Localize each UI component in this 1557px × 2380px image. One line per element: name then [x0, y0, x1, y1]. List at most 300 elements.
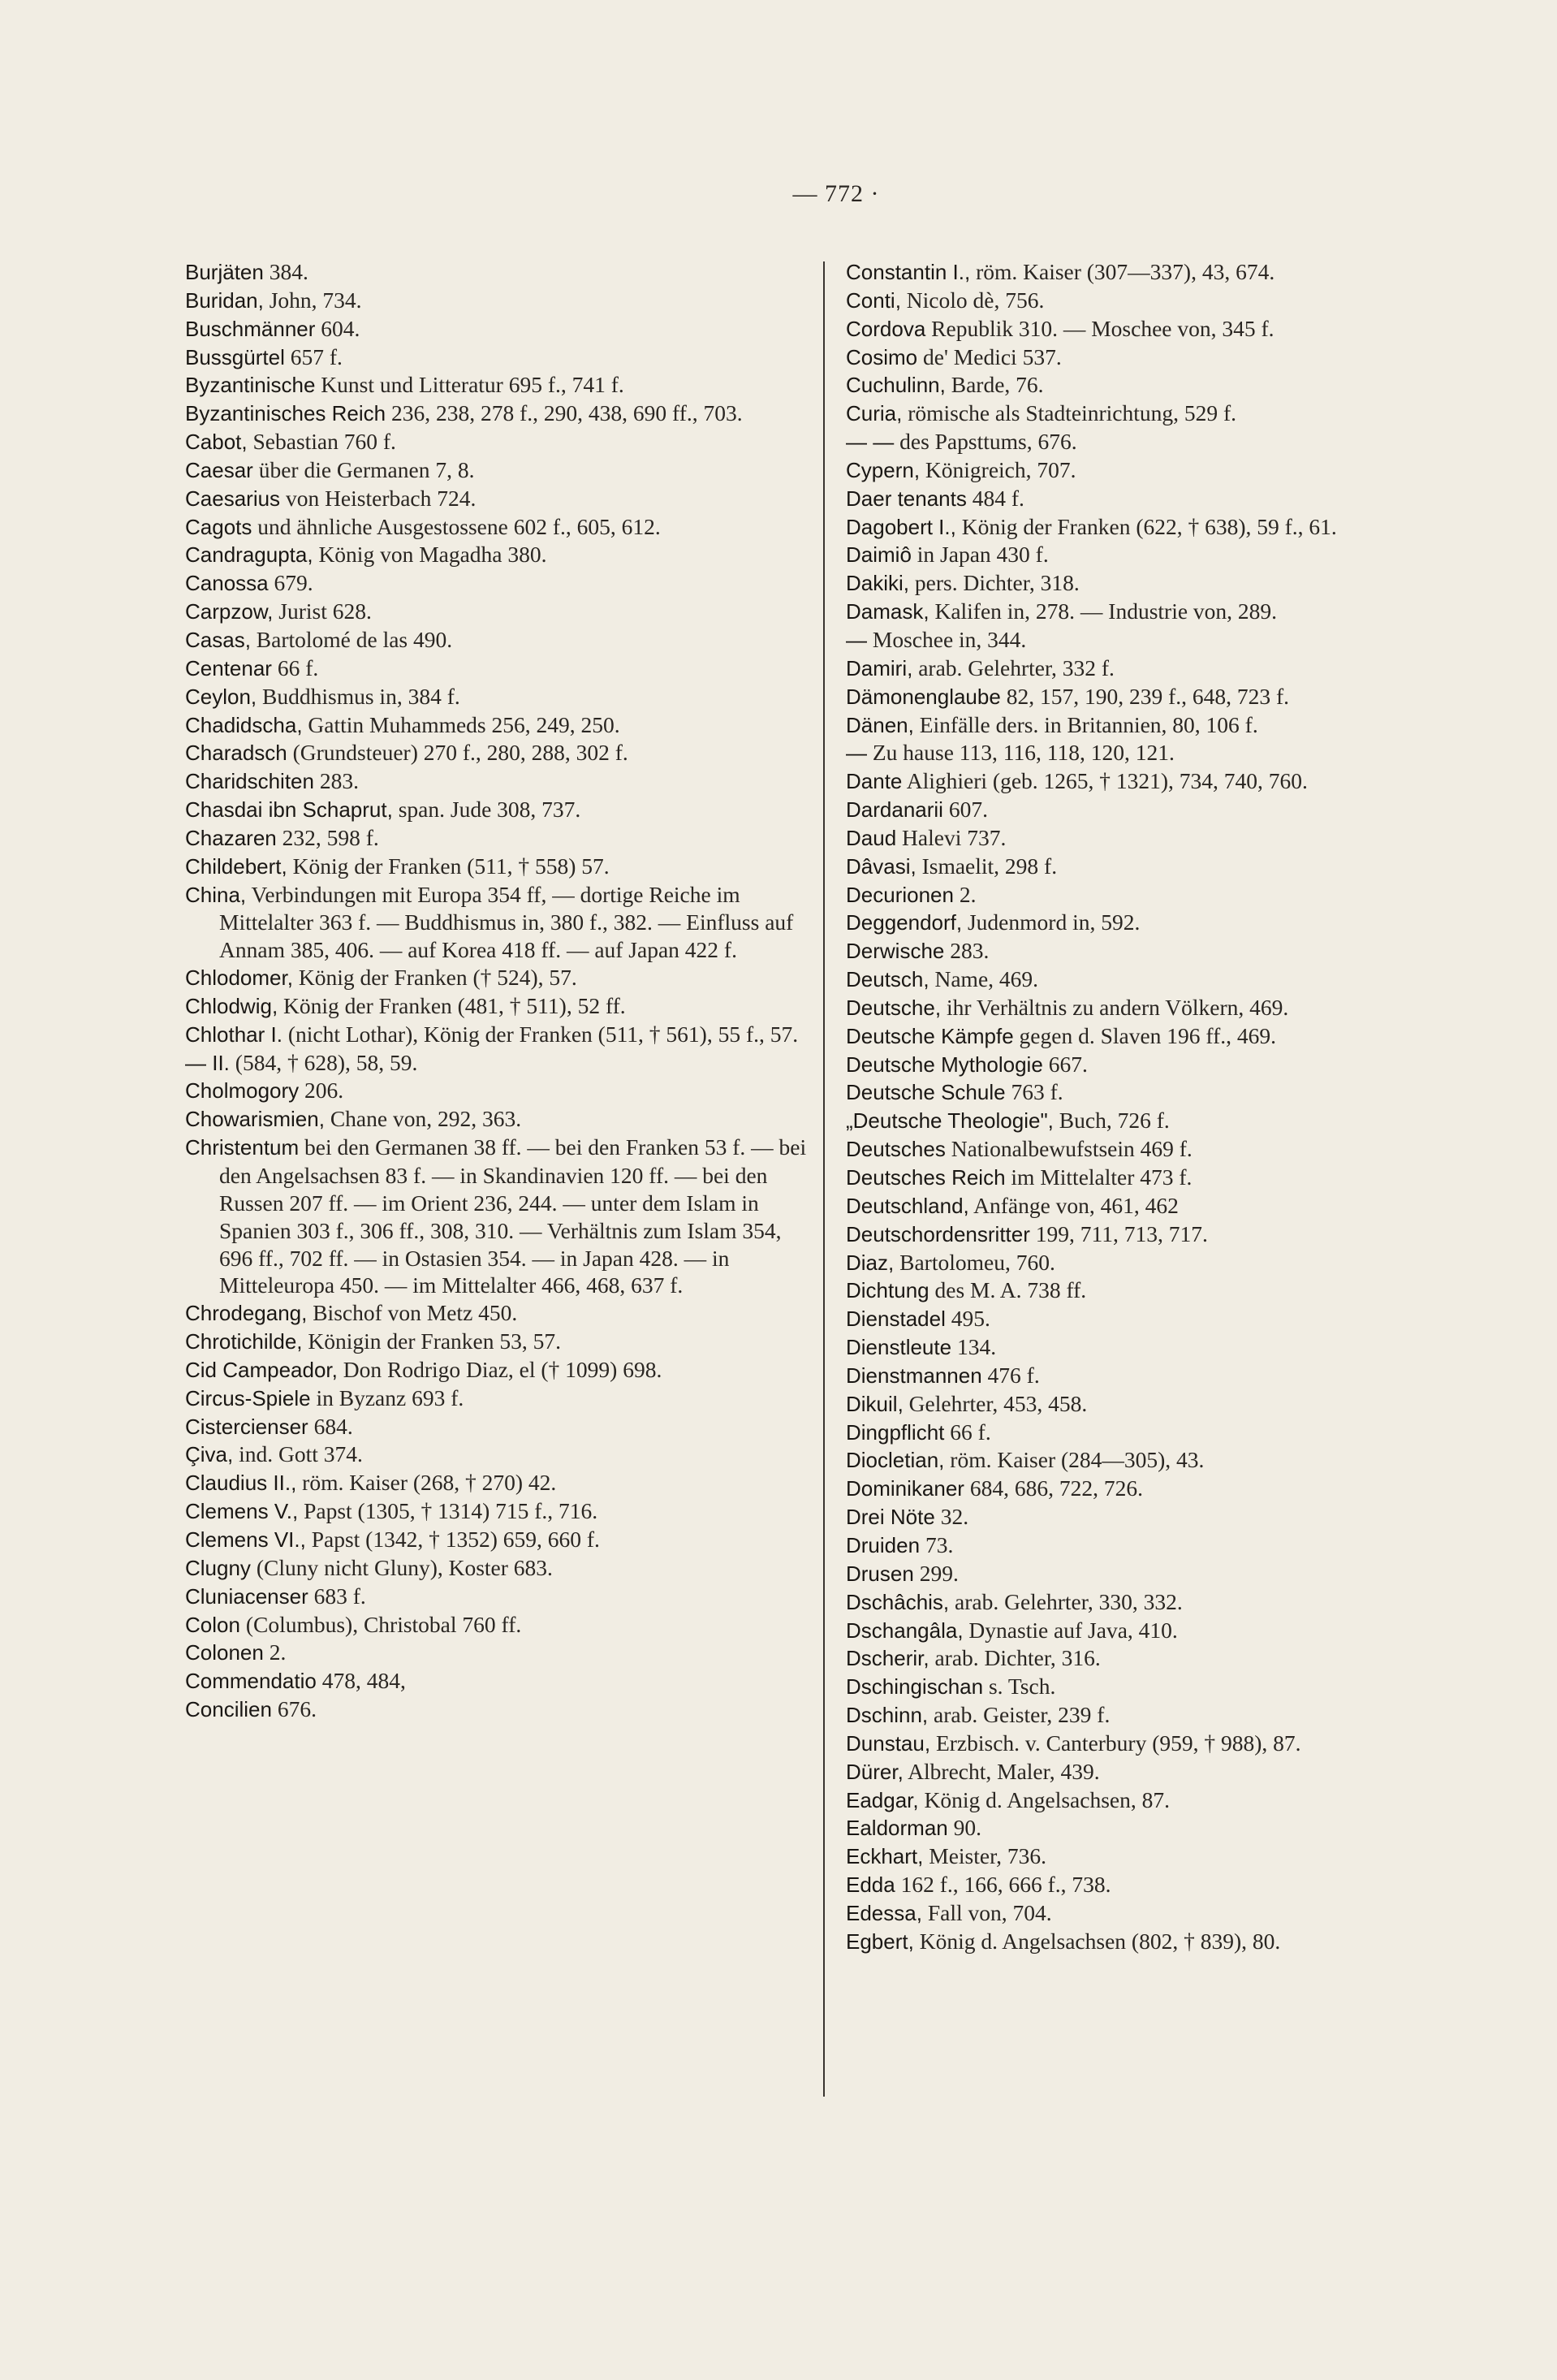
index-entry-text: Dynastie auf Java, 410.	[963, 1617, 1178, 1643]
index-entry-text: ihr Verhältnis zu andern Völkern, 469.	[941, 994, 1289, 1020]
index-entry	[185, 1413, 810, 1441]
index-entry	[185, 371, 810, 400]
index-entry-headword: Deutsche Mythologie	[846, 1052, 1043, 1077]
index-entry-text: 66 f.	[944, 1419, 991, 1445]
index-entry-headword: Carpzow,	[185, 599, 274, 624]
index-entry	[846, 1078, 1471, 1107]
index-entry-headword: Colon	[185, 1612, 240, 1637]
index-entry-text: Nationalbewufstsein 469 f.	[945, 1136, 1193, 1162]
index-entry-headword: Egbert,	[846, 1929, 914, 1954]
index-entry-text: Barde, 76.	[945, 372, 1044, 398]
index-entry	[846, 513, 1471, 542]
index-entry	[846, 315, 1471, 343]
index-entry	[185, 541, 810, 569]
index-entry	[846, 541, 1471, 569]
index-entry	[185, 1441, 810, 1469]
index-entry-headword: Deutsches Reich	[846, 1165, 1006, 1190]
index-entry	[185, 796, 810, 824]
index-entry-text: (Columbus), Christobal 760 ff.	[239, 1611, 522, 1637]
index-entry-headword: Deutschordensritter	[846, 1221, 1030, 1246]
index-entry	[846, 1644, 1471, 1673]
index-entry	[846, 1220, 1471, 1249]
index-entry-text: Zu hause 113, 116, 118, 120, 121.	[867, 740, 1175, 766]
index-entry-text: Chane von, 292, 363.	[324, 1106, 522, 1132]
index-entry-text: Kunst und Litteratur 695 f., 741 f.	[315, 372, 624, 398]
index-entry-text: 684.	[308, 1413, 353, 1439]
index-entry-headword: Claudius II.,	[185, 1471, 297, 1496]
index-entry-headword: Druiden	[846, 1532, 921, 1557]
index-entry	[846, 739, 1471, 767]
index-entry-text: Don Rodrigo Diaz, el († 1099) 698.	[337, 1356, 662, 1382]
index-column-right	[846, 258, 1471, 1956]
index-entry	[846, 1135, 1471, 1164]
index-entry-headword: Cordova	[846, 316, 926, 341]
index-entry-headword: Commendatio	[185, 1669, 317, 1694]
index-entry-text: des Papsttums, 676.	[894, 429, 1077, 455]
index-entry-text: Buch, 726 f.	[1053, 1108, 1170, 1134]
index-entry-headword: Deutsch,	[846, 967, 929, 992]
index-entry	[185, 1384, 810, 1413]
index-entry-headword: China,	[185, 882, 247, 907]
index-entry-headword: Eckhart,	[846, 1844, 924, 1869]
index-entry-headword: Cistercienser	[185, 1414, 308, 1439]
index-entry-text: 679.	[268, 570, 313, 596]
index-entry-headword: Damiri,	[846, 655, 913, 680]
index-entry	[185, 428, 810, 456]
index-entry	[846, 1928, 1471, 1956]
index-entry-text: von Heisterbach 724.	[280, 485, 477, 511]
index-entry-headword: Chrodegang,	[185, 1301, 308, 1326]
index-entry-headword: Dardanarii	[846, 797, 943, 823]
index-entry-text: 495.	[945, 1306, 990, 1332]
index-entry	[846, 1305, 1471, 1333]
index-entry	[846, 796, 1471, 824]
index-entry	[846, 853, 1471, 881]
index-entry	[846, 767, 1471, 796]
index-entry-headword: Dienstadel	[846, 1307, 946, 1332]
index-entry	[185, 767, 810, 796]
index-entry-text: ind. Gott 374.	[233, 1441, 363, 1467]
index-entry-headword: Curia,	[846, 401, 903, 426]
index-entry-text: Verbindungen mit Europa 354 ff, — dortige Reiche im Mittelalter 363 f. — Buddhismus in, 380 f., 382. — Einfluss auf Annam 385, 406. — auf Korea 418 ff. — auf Japan 422 f.	[219, 881, 794, 963]
index-entry	[185, 654, 810, 683]
index-entry-text: 2.	[953, 881, 977, 907]
index-entry-headword: Caesar	[185, 457, 253, 482]
index-entry-headword: Dichtung	[846, 1278, 929, 1303]
index-entry-headword: Candragupta,	[185, 542, 313, 568]
index-entry-text: 206.	[299, 1078, 344, 1104]
index-entry-text: Nicolo dè, 756.	[900, 287, 1045, 313]
index-entry	[185, 1497, 810, 1526]
index-entry-text: röm. Kaiser (307—337), 43, 674.	[970, 259, 1275, 284]
index-entry-text: 2.	[263, 1639, 287, 1665]
index-entry	[185, 1077, 810, 1105]
index-entry	[846, 1051, 1471, 1079]
index-entry-text: König der Franken († 524), 57.	[292, 965, 577, 991]
index-entry	[846, 1390, 1471, 1419]
index-entry	[846, 1758, 1471, 1786]
index-entry	[846, 371, 1471, 400]
index-entry	[185, 287, 810, 315]
index-entry-text: König d. Angelsachsen, 87.	[918, 1786, 1170, 1812]
index-entry-text: Moschee in, 344.	[867, 626, 1027, 652]
index-entry	[185, 626, 810, 654]
index-entry	[846, 343, 1471, 372]
index-entry-text: John, 734.	[263, 287, 362, 313]
index-entry-text: Fall von, 704.	[921, 1899, 1052, 1925]
index-entry-text: Einfälle ders. in Britannien, 80, 106 f.	[913, 711, 1258, 737]
index-entry	[185, 456, 810, 485]
index-entry	[185, 258, 810, 287]
index-entry-headword: Chowarismien,	[185, 1107, 325, 1132]
index-entry	[846, 965, 1471, 994]
index-entry	[846, 1503, 1471, 1531]
index-entry-text: Alighieri (geb. 1265, † 1321), 734, 740, 760.	[902, 768, 1308, 794]
index-entry	[185, 1021, 810, 1049]
index-entry	[185, 1049, 810, 1078]
index-entry-headword: Cholmogory	[185, 1078, 300, 1104]
index-entry-text: gegen d. Slaven 196 ff., 469.	[1013, 1022, 1276, 1048]
index-entry	[846, 569, 1471, 598]
index-entry-headword: Ealdorman	[846, 1816, 948, 1841]
index-entry-headword: Canossa	[185, 571, 269, 596]
index-entry	[846, 1276, 1471, 1305]
index-entry-headword: Dienstmannen	[846, 1363, 982, 1388]
index-entry	[846, 1362, 1471, 1390]
index-entry-text: römische als Stadteinrichtung, 529 f.	[902, 400, 1237, 426]
index-entry	[185, 1611, 810, 1639]
index-entry-text: Gelehrter, 453, 458.	[903, 1390, 1088, 1416]
index-entry	[846, 1701, 1471, 1730]
index-entry-text: König der Franken (511, † 558) 57.	[287, 853, 610, 879]
index-entry	[185, 1667, 810, 1695]
index-entry-headword: Dänen,	[846, 712, 914, 737]
index-entry	[185, 569, 810, 598]
index-entry-text: Bartolomeu, 760.	[894, 1249, 1055, 1275]
index-entry-text: Judenmord in, 592.	[962, 909, 1141, 935]
index-entry	[185, 513, 810, 542]
index-entry-headword: Circus-Spiele	[185, 1385, 311, 1410]
index-entry-text: Königin der Franken 53, 57.	[302, 1328, 562, 1354]
index-entry-text: 604.	[315, 315, 360, 341]
index-entry	[185, 1639, 810, 1667]
index-entry-headword: Deutsche Kämpfe	[846, 1023, 1014, 1048]
index-entry	[846, 400, 1471, 428]
index-entry	[846, 1560, 1471, 1588]
index-entry-headword: Byzantinische	[185, 373, 316, 398]
index-entry-text: (Cluny nicht Gluny), Koster 683.	[250, 1554, 553, 1580]
index-entry-text: 484 f.	[966, 485, 1024, 511]
index-entry	[185, 1583, 810, 1611]
index-entry-text: Bischof von Metz 450.	[307, 1300, 518, 1326]
index-entry	[185, 711, 810, 740]
index-entry	[846, 1617, 1471, 1645]
index-entry-headword: Edessa,	[846, 1900, 922, 1925]
index-entry	[185, 824, 810, 853]
index-entry-text: Erzbisch. v. Canterbury (959, † 988), 87.	[930, 1730, 1301, 1756]
index-entry-headword: Derwische	[846, 939, 945, 964]
index-entry	[846, 711, 1471, 740]
index-entry-headword: Dikuil,	[846, 1391, 904, 1416]
index-entry	[846, 1673, 1471, 1701]
index-entry-text: Ismaelit, 298 f.	[916, 853, 1058, 879]
index-entry	[185, 739, 810, 767]
index-entry-headword: Decurionen	[846, 882, 954, 907]
index-entry-headword: Casas,	[185, 627, 251, 652]
index-entry	[846, 626, 1471, 654]
index-entry-headword: Edda	[846, 1872, 895, 1898]
index-entry-headword: Deutschland,	[846, 1193, 969, 1218]
index-entry-text: 283.	[944, 938, 990, 964]
index-entry	[185, 1695, 810, 1724]
index-entry-headword: Dunstau,	[846, 1730, 931, 1756]
index-entry-headword: Chadidscha,	[185, 712, 303, 737]
index-entry-text: in Byzanz 693 f.	[310, 1384, 464, 1410]
index-entry	[185, 881, 810, 965]
index-entry-text: 162 f., 166, 666 f., 738.	[895, 1872, 1111, 1898]
index-entry-text: im Mittelalter 473 f.	[1005, 1164, 1193, 1190]
index-entry-headword: Dienstleute	[846, 1335, 952, 1360]
index-entry-text: Königreich, 707.	[920, 456, 1076, 482]
index-entry-headword: Damask,	[846, 599, 929, 624]
index-entry	[185, 1105, 810, 1134]
index-entry	[846, 1419, 1471, 1447]
index-entry-headword: Dscherir,	[846, 1646, 929, 1671]
index-entry	[846, 485, 1471, 513]
index-entry-text: s. Tsch.	[983, 1674, 1056, 1700]
index-entry	[846, 1249, 1471, 1277]
index-entry-headword: Cuchulinn,	[846, 373, 946, 398]
index-entry-headword: Drusen	[846, 1561, 914, 1586]
index-entry-text: 82, 157, 190, 239 f., 648, 723 f.	[1000, 683, 1290, 709]
index-entry	[846, 683, 1471, 711]
index-entry-text: 299.	[913, 1560, 959, 1586]
index-entry-text: (Grundsteuer) 270 f., 280, 288, 302 f.	[287, 740, 628, 766]
index-entry	[185, 992, 810, 1021]
index-entry	[846, 258, 1471, 287]
index-entry	[846, 1730, 1471, 1758]
index-entry-text: Meister, 736.	[923, 1843, 1047, 1869]
index-entry	[185, 598, 810, 626]
index-entry-headword: Conti,	[846, 287, 901, 313]
index-entry	[846, 428, 1471, 456]
index-entry-text: Sebastian 760 f.	[247, 429, 396, 455]
index-entry-headword: Çiva,	[185, 1442, 234, 1467]
index-entry-text: Name, 469.	[929, 966, 1039, 992]
index-entry-headword: Clugny	[185, 1555, 251, 1580]
index-entry-text: arab. Gelehrter, 330, 332.	[949, 1588, 1183, 1614]
index-entry-headword: Cid Campeador,	[185, 1357, 338, 1382]
index-entry	[846, 287, 1471, 315]
index-entry-headword: Dagobert I.,	[846, 514, 956, 539]
index-entry-headword: Drei Nöte	[846, 1505, 935, 1530]
index-entry-headword: Diocletian,	[846, 1448, 945, 1473]
index-entry-text: arab. Geister, 239 f.	[928, 1702, 1111, 1728]
index-entry-text: arab. Dichter, 316.	[929, 1645, 1101, 1671]
index-entry	[846, 1192, 1471, 1220]
index-entry	[185, 1526, 810, 1554]
index-entry-text: 683 f.	[308, 1583, 366, 1609]
index-entry-text: König der Franken (481, † 511), 52 ff.	[278, 992, 626, 1018]
index-entry-text: Anfänge von, 461, 462	[968, 1192, 1179, 1218]
index-entry-headword: Diaz,	[846, 1250, 895, 1275]
index-entry	[185, 400, 810, 428]
index-entry	[846, 456, 1471, 485]
index-entry-text: Republik 310. — Moschee von, 345 f.	[925, 315, 1274, 341]
index-entry-headword: Chlodwig,	[185, 993, 278, 1018]
index-entry	[185, 343, 810, 372]
index-entry-headword: — —	[846, 430, 895, 455]
index-entry-headword: Dämonenglaube	[846, 684, 1001, 709]
index-entry	[185, 1356, 810, 1384]
index-entry	[846, 598, 1471, 626]
index-entry-text: 676.	[271, 1696, 317, 1722]
index-entry-headword: Daimiô	[846, 542, 912, 568]
index-entry-text: 476 f.	[981, 1362, 1040, 1388]
index-entry-headword: Childebert,	[185, 853, 287, 879]
index-entry	[185, 485, 810, 513]
index-entry-text: 32.	[934, 1504, 969, 1530]
index-entry	[846, 1107, 1471, 1135]
index-entry	[185, 1299, 810, 1328]
index-entry-text: röm. Kaiser (268, † 270) 42.	[296, 1470, 557, 1496]
index-entry-headword: „Deutsche Theologie",	[846, 1108, 1054, 1134]
index-entry-headword: Dâvasi,	[846, 853, 917, 879]
index-entry-text: (nicht Lothar), König der Franken (511, † 561), 55 f., 57.	[282, 1021, 799, 1047]
index-entry-headword: Christentum	[185, 1135, 300, 1160]
index-entry-headword: Buridan,	[185, 287, 264, 313]
index-entry-text: 73.	[920, 1531, 954, 1557]
index-entry-text: arab. Gelehrter, 332 f.	[912, 654, 1115, 680]
index-entry-headword: Dingpflicht	[846, 1419, 945, 1445]
index-entry	[846, 1899, 1471, 1928]
index-entry-text: Halevi 737.	[896, 824, 1007, 850]
index-entry	[846, 937, 1471, 965]
index-entry	[846, 1333, 1471, 1362]
index-entry-headword: — II.	[185, 1050, 230, 1075]
index-entry	[846, 881, 1471, 909]
index-entry-headword: Deutsche,	[846, 995, 942, 1020]
index-entry-headword: Chasdai ibn Schaprut,	[185, 797, 393, 823]
index-entry-text: (584, † 628), 58, 59.	[229, 1049, 418, 1075]
index-entry-headword: Caesarius	[185, 486, 281, 511]
index-entry-text: des M. A. 738 ff.	[929, 1277, 1087, 1303]
index-entry	[846, 1164, 1471, 1192]
index-entry	[185, 683, 810, 711]
index-entry	[846, 824, 1471, 853]
index-entry-text: 66 f.	[271, 654, 319, 680]
index-entry-text: 283.	[313, 768, 359, 794]
index-entry-headword: Dschingischan	[846, 1674, 984, 1700]
index-entry	[846, 909, 1471, 937]
index-entry-headword: Buschmänner	[185, 316, 316, 341]
index-entry-headword: Charidschiten	[185, 769, 314, 794]
index-entry-text: in Japan 430 f.	[911, 542, 1049, 568]
index-entry-text: 199, 711, 713, 717.	[1029, 1220, 1208, 1246]
index-entry	[846, 1446, 1471, 1475]
index-entry-headword: Cabot,	[185, 430, 248, 455]
index-entry	[185, 1554, 810, 1583]
index-entry-text: 236, 238, 278 f., 290, 438, 690 ff., 703.	[386, 400, 743, 426]
index-entry-text: bei den Germanen 38 ff. — bei den Franken 53 f. — bei den Angelsachsen 83 f. — in Skandinavien 120 ff. — bei den Russen 207 ff. — im Orient 236, 244. — unter dem Islam in Spanien 303 f., 306 ff., 308, 310. — Verhältnis zum Islam 354, 696 ff., 702 ff. — in Ostasien 354. — in Japan 428. — in Mitteleuropa 450. — im Mittelalter 466, 468, 637 f.	[219, 1134, 807, 1298]
index-entry-headword: —	[846, 627, 867, 652]
index-entry-headword: Constantin I.,	[846, 260, 971, 284]
index-entry-text: röm. Kaiser (284—305), 43.	[944, 1447, 1205, 1473]
index-entry	[846, 1022, 1471, 1051]
index-entry-headword: Chazaren	[185, 825, 277, 850]
index-entry	[846, 1786, 1471, 1815]
index-entry-headword: Chlothar I.	[185, 1022, 283, 1047]
index-entry-headword: Daud	[846, 825, 897, 850]
index-entry-headword: Centenar	[185, 655, 272, 680]
index-entry-text: 478, 484,	[316, 1668, 406, 1694]
index-entry-headword: Dschinn,	[846, 1703, 929, 1728]
index-entry-text: und ähnliche Ausgestossene 602 f., 605, 612.	[252, 513, 661, 539]
index-entry-text: span. Jude 308, 737.	[392, 797, 581, 823]
index-entry-headword: Concilien	[185, 1697, 272, 1722]
index-entry-text: König der Franken (622, † 638), 59 f., 61.	[955, 513, 1337, 539]
index-entry-text: 607.	[942, 797, 988, 823]
index-entry-headword: Dschangâla,	[846, 1618, 964, 1643]
index-entry-headword: Burjäten	[185, 260, 264, 284]
index-entry-headword: Clemens V.,	[185, 1499, 299, 1524]
index-entry-text: Albrecht, Maler, 439.	[903, 1758, 1100, 1784]
index-entry-headword: Chlodomer,	[185, 965, 293, 991]
index-entry-text: 763 f.	[1005, 1079, 1063, 1105]
index-entry-headword: —	[846, 741, 867, 766]
index-entry-headword: Bussgürtel	[185, 344, 285, 369]
index-entry-headword: Dominikaner	[846, 1476, 964, 1501]
index-entry-headword: Cosimo	[846, 344, 918, 369]
index-entry-headword: Clemens VI.,	[185, 1527, 306, 1552]
index-entry-text: 667.	[1042, 1051, 1088, 1077]
index-entry-headword: Dürer,	[846, 1759, 904, 1784]
index-entry-headword: Deutsche Schule	[846, 1080, 1006, 1105]
index-entry	[846, 1531, 1471, 1560]
index-entry-headword: Chrotichilde,	[185, 1329, 303, 1354]
index-entry	[185, 964, 810, 992]
index-entry-text: 684, 686, 722, 726.	[964, 1475, 1143, 1501]
index-entry-text: Kalifen in, 278. — Industrie von, 289.	[929, 598, 1278, 624]
index-entry-text: de' Medici 537.	[917, 343, 1062, 369]
column-divider	[823, 261, 825, 2097]
index-entry-text: über die Germanen 7, 8.	[252, 456, 475, 482]
index-entry-headword: Cluniacenser	[185, 1583, 308, 1609]
index-entry-text: 90.	[947, 1815, 981, 1841]
index-entry	[846, 1842, 1471, 1871]
index-entry-headword: Daer tenants	[846, 486, 967, 511]
index-entry-headword: Dakiki,	[846, 571, 910, 596]
index-entry	[185, 1134, 810, 1299]
index-entry-headword: Cagots	[185, 514, 252, 539]
page-number: — 772 ·	[792, 180, 880, 207]
index-entry-text: 134.	[951, 1334, 997, 1360]
index-entry-text: Jurist 628.	[273, 598, 372, 624]
index-entry-headword: Dschâchis,	[846, 1589, 950, 1614]
index-entry-headword: Dante	[846, 769, 903, 794]
index-entry-text: Gattin Muhammeds 256, 249, 250.	[302, 711, 620, 737]
index-entry	[846, 1871, 1471, 1899]
index-entry-text: Papst (1305, † 1314) 715 f., 716.	[298, 1498, 598, 1524]
index-entry	[185, 1328, 810, 1356]
index-entry	[185, 853, 810, 881]
index-entry	[185, 1469, 810, 1497]
index-entry-text: pers. Dichter, 318.	[909, 570, 1080, 596]
index-entry-headword: Deggendorf,	[846, 910, 963, 935]
index-entry-text: König d. Angelsachsen (802, † 839), 80.	[913, 1928, 1281, 1954]
index-entry	[846, 1814, 1471, 1842]
index-column-left	[185, 258, 810, 1724]
